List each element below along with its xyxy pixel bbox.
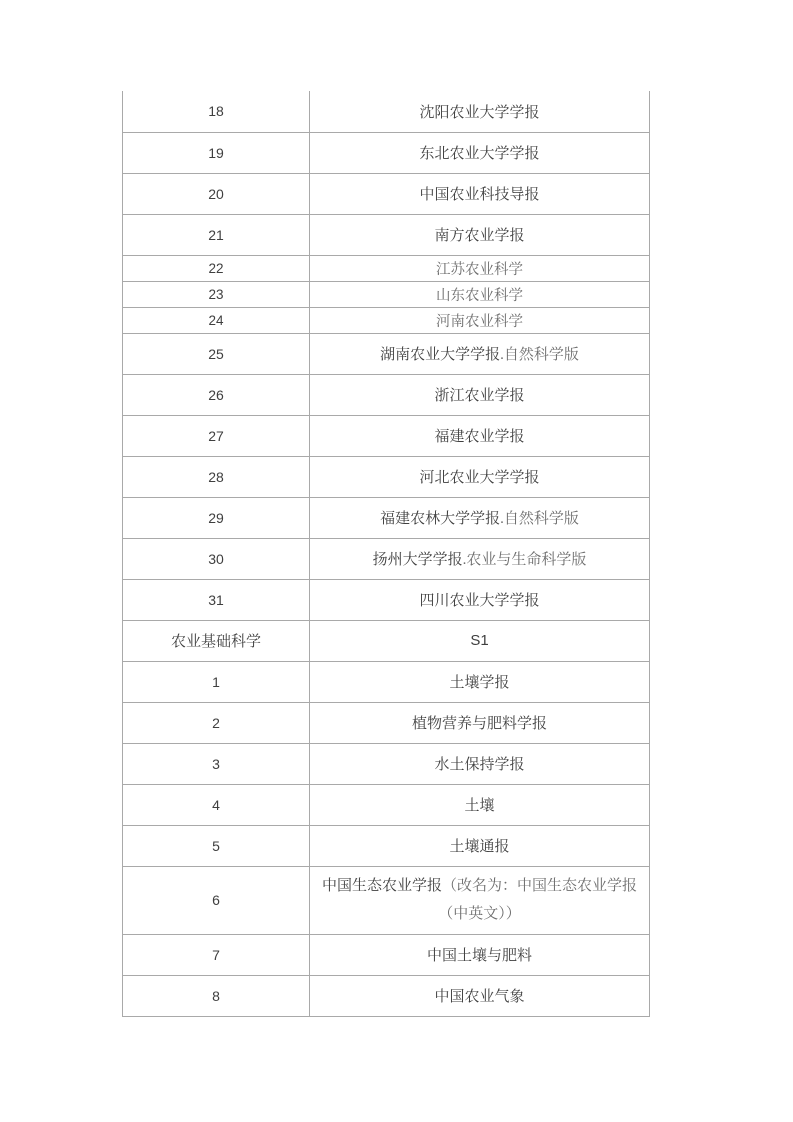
table-row	[123, 661, 650, 702]
title-segment-primary: 中国土壤与肥料	[426, 947, 532, 964]
journal-title-cell	[310, 743, 650, 784]
journal-title-cell	[310, 214, 650, 255]
title-segment-secondary: 河南农业科学	[436, 313, 523, 330]
title-segment-primary: 河北农业大学学报	[419, 469, 540, 486]
row-number-cell: 28	[123, 456, 310, 497]
table-row	[123, 374, 650, 415]
section-header-row	[123, 620, 650, 661]
title-segment-primary: 福建农业学报	[434, 428, 525, 445]
title-segment-primary: 湖南农业大学学报	[380, 346, 501, 363]
title-segment-primary: 中国农业科技导报	[419, 186, 540, 203]
table-row	[123, 333, 650, 374]
section-code-cell	[310, 620, 650, 661]
table-row	[123, 975, 650, 1016]
title-segment-primary: S1	[470, 632, 489, 649]
table-row	[123, 934, 650, 975]
row-number-cell: 8	[123, 975, 310, 1016]
title-segment-secondary: .农业与生命科学版	[462, 552, 587, 568]
row-number-cell: 1	[123, 661, 310, 702]
table-row	[123, 456, 650, 497]
title-segment-primary: 南方农业学报	[434, 227, 525, 244]
row-number-cell: 18	[123, 91, 310, 132]
row-number-cell: 4	[123, 784, 310, 825]
table-row	[123, 497, 650, 538]
journal-title-cell	[310, 975, 650, 1016]
row-number-cell: 23	[123, 281, 310, 307]
table-row	[123, 538, 650, 579]
table-row	[123, 702, 650, 743]
table-row	[123, 743, 650, 784]
row-number-cell: 20	[123, 173, 310, 214]
journal-title-cell	[310, 825, 650, 866]
table-row	[123, 825, 650, 866]
row-number-cell: 5	[123, 825, 310, 866]
table-row	[123, 91, 650, 132]
title-segment-primary: 水土保持学报	[434, 756, 525, 773]
journal-title-cell	[310, 934, 650, 975]
row-number-cell: 21	[123, 214, 310, 255]
row-number-cell: 31	[123, 579, 310, 620]
title-segment-primary: 扬州大学学报	[372, 551, 463, 568]
row-number-cell: 2	[123, 702, 310, 743]
table-row	[123, 307, 650, 333]
title-segment-secondary: .自然科学版	[500, 511, 579, 527]
journal-title-cell	[310, 333, 650, 374]
journal-ranking-table	[122, 91, 650, 1017]
title-segment-primary: 四川农业大学学报	[419, 592, 540, 609]
table-row	[123, 173, 650, 214]
journal-title-cell	[310, 497, 650, 538]
table-row	[123, 132, 650, 173]
title-segment-secondary: .自然科学版	[500, 347, 579, 363]
title-segment-secondary: （改名为：中国生态农业学报（中英文））	[438, 878, 638, 922]
journal-title-cell	[310, 173, 650, 214]
title-segment-secondary: 江苏农业科学	[436, 261, 523, 278]
table-row	[123, 866, 650, 934]
journal-title-cell	[310, 579, 650, 620]
journal-title-cell	[310, 374, 650, 415]
table-row	[123, 281, 650, 307]
journal-title-cell	[310, 661, 650, 702]
journal-title-cell	[310, 866, 650, 934]
journal-title-cell	[310, 307, 650, 333]
row-number-cell: 30	[123, 538, 310, 579]
row-number-cell: 22	[123, 255, 310, 281]
table-row	[123, 214, 650, 255]
title-segment-primary: 植物营养与肥料学报	[411, 715, 547, 732]
journal-title-cell	[310, 456, 650, 497]
table-row	[123, 784, 650, 825]
title-segment-primary: 土壤学报	[449, 674, 510, 691]
title-segment-primary: 土壤通报	[449, 838, 510, 855]
table-row	[123, 415, 650, 456]
row-number-cell: 6	[123, 866, 310, 934]
title-segment-primary: 中国农业气象	[434, 988, 525, 1005]
title-segment-secondary: 山东农业科学	[436, 287, 523, 304]
journal-title-cell	[310, 415, 650, 456]
title-segment-primary: 沈阳农业大学学报	[419, 103, 540, 121]
journal-title-cell	[310, 132, 650, 173]
title-segment-primary: 东北农业大学学报	[419, 145, 540, 162]
row-number-cell: 29	[123, 497, 310, 538]
journal-title-cell	[310, 702, 650, 743]
row-number-cell: 25	[123, 333, 310, 374]
title-segment-primary: 浙江农业学报	[434, 387, 525, 404]
row-number-cell: 7	[123, 934, 310, 975]
journal-table-body	[123, 91, 650, 1016]
title-segment-primary: 土壤	[464, 797, 495, 814]
journal-title-cell	[310, 281, 650, 307]
row-number-cell: 26	[123, 374, 310, 415]
journal-title-cell	[310, 784, 650, 825]
table-row	[123, 579, 650, 620]
row-number-cell: 27	[123, 415, 310, 456]
title-segment-primary: 福建农林大学学报	[380, 510, 501, 527]
title-segment-primary: 中国生态农业学报	[321, 877, 442, 894]
table-row	[123, 255, 650, 281]
section-category-cell: 农业基础科学	[123, 620, 310, 661]
row-number-cell: 19	[123, 132, 310, 173]
journal-title-cell	[310, 255, 650, 281]
row-number-cell: 24	[123, 307, 310, 333]
journal-title-cell	[310, 538, 650, 579]
journal-title-cell	[310, 91, 650, 132]
row-number-cell: 3	[123, 743, 310, 784]
